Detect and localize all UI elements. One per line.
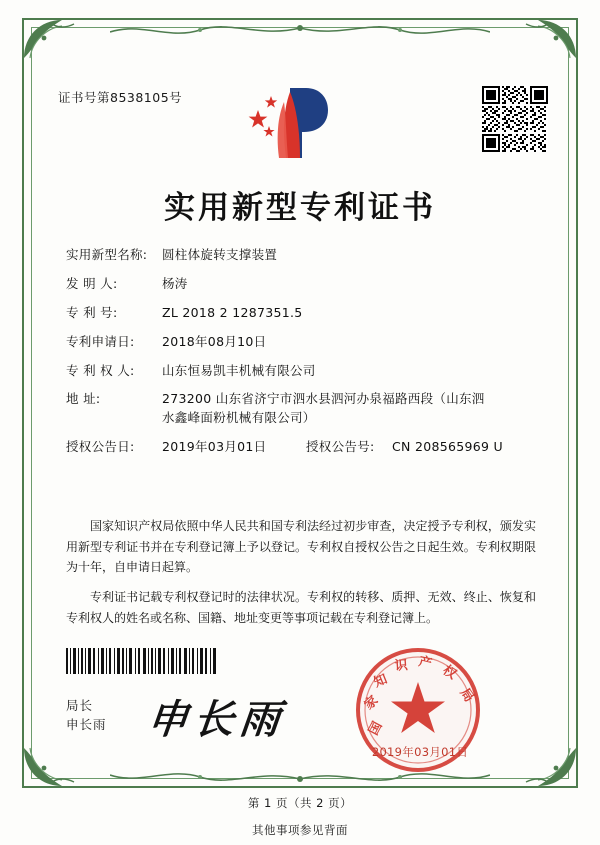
svg-text:知: 知 <box>371 671 390 691</box>
seal-date: 2019年03月01日 <box>371 745 469 759</box>
certificate-fields <box>66 248 536 469</box>
field-application-date <box>66 335 536 349</box>
qr-code-icon <box>482 86 548 152</box>
field-grant-date <box>66 440 306 454</box>
field-grant-row <box>66 440 536 454</box>
cnipa-logo-icon <box>244 82 340 164</box>
field-inventor <box>66 277 536 291</box>
field-label: 专 利 号: <box>66 304 118 320</box>
field-value <box>162 392 536 425</box>
field-address <box>66 392 536 425</box>
director-handwritten-signature: 申长雨 <box>145 696 289 743</box>
svg-text:产: 产 <box>417 654 434 673</box>
director-name-label: 申长雨 <box>66 716 107 732</box>
signature-labels <box>66 697 107 735</box>
paragraph-1: 国家知识产权局依照中华人民共和国专利法经过初步审查，决定授予专利权，颁发实用新型专利证书并在专利登记簿上予以登记。专利权自授权公告之日起生效。专利权期限为十年，自申请日起算。 <box>66 519 536 575</box>
address-line-2: 水鑫峰面粉机械有限公司） <box>162 409 316 425</box>
field-label: 授权公告日: <box>66 438 135 454</box>
field-label: 专利申请日: <box>66 333 135 349</box>
field-value: 圆柱体旋转支撑装置 <box>162 247 278 262</box>
page-title: 实用新型专利证书 <box>164 190 436 226</box>
field-value: 杨涛 <box>162 275 188 291</box>
certificate-number: 证书号第8538105号 <box>58 90 183 105</box>
field-utility-model-name <box>66 248 536 262</box>
field-patentee <box>66 364 536 378</box>
svg-text:局: 局 <box>456 685 477 706</box>
field-value: 山东恒易凯丰机械有限公司 <box>162 362 316 378</box>
field-value: CN 208565969 U <box>392 438 503 454</box>
field-label: 授权公告号: <box>306 438 375 454</box>
address-line-1: 273200 山东省济宁市泗水县泗河办泉福路西段（山东泗 <box>162 391 485 407</box>
svg-text:识: 识 <box>394 658 409 674</box>
field-value: 2019年03月01日 <box>162 438 267 454</box>
field-patent-number <box>66 306 536 320</box>
field-label: 实用新型名称: <box>66 247 148 262</box>
footer-note: 其他事项参见背面 <box>252 823 348 837</box>
field-grant-number <box>306 440 503 454</box>
svg-text:家: 家 <box>361 693 382 713</box>
field-value: 2018年08月10日 <box>162 333 267 349</box>
certificate-body-text <box>66 516 536 637</box>
paragraph-2: 专利证书记载专利权登记时的法律状况。专利权的转移、质押、无效、终止、恢复和专利权人的姓名或名称、国籍、地址变更等事项记载在专利登记簿上。 <box>66 589 536 625</box>
director-role-label: 局长 <box>66 698 94 713</box>
page-number: 第 1 页（共 2 页） <box>247 796 353 810</box>
barcode-icon <box>66 648 216 674</box>
field-label: 地 址: <box>66 391 101 407</box>
field-label: 专 利 权 人: <box>66 362 135 378</box>
svg-text:国: 国 <box>366 719 386 738</box>
svg-text:权: 权 <box>439 662 459 683</box>
field-label: 发 明 人: <box>66 275 118 291</box>
field-value: ZL 2018 2 1287351.5 <box>162 304 303 320</box>
